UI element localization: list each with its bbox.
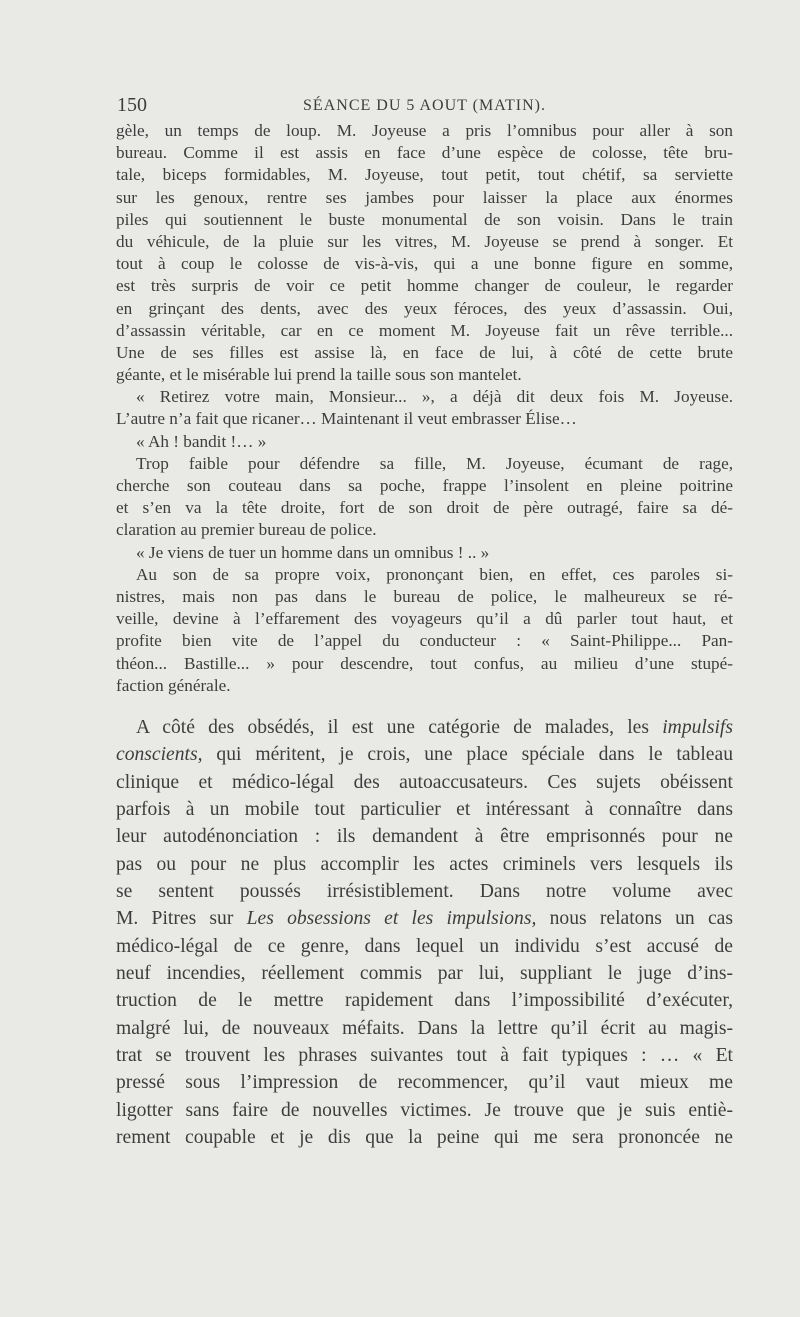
text-line xyxy=(116,231,733,253)
text-line xyxy=(116,851,733,878)
text-segment: profite bien vite de l’appel du conducteur : « Saint-Philippe... Pan- xyxy=(116,631,733,651)
text-line xyxy=(116,796,733,823)
text-line xyxy=(116,564,733,586)
page-number: 150 xyxy=(117,94,147,116)
text-line xyxy=(116,823,733,850)
text-line xyxy=(116,408,733,430)
text-line xyxy=(116,714,733,741)
text-line xyxy=(116,209,733,231)
text-line xyxy=(116,386,733,408)
text-segment: sur les genoux, rentre ses jambes pour laisser la place aux énormes xyxy=(116,187,733,207)
running-title: SÉANCE DU 5 AOUT (MATIN). xyxy=(303,97,546,114)
italic-text-segment: Les obsessions et les impulsions, xyxy=(246,908,537,930)
text-segment: M. Pitres sur xyxy=(116,908,247,930)
text-line xyxy=(116,1124,733,1151)
text-line xyxy=(116,187,733,209)
text-line xyxy=(116,630,733,652)
text-segment: qui méritent, je crois, une place spéciale dans le tableau xyxy=(202,744,733,766)
text-line xyxy=(116,653,733,675)
text-segment: malgré lui, de nouveaux méfaits. Dans la lettre qu’il écrit au magis- xyxy=(116,1017,733,1039)
running-header xyxy=(117,94,732,120)
text-segment: gèle, un temps de loup. M. Joyeuse a pris l’omnibus pour aller à son xyxy=(116,121,733,140)
text-segment: cherche son couteau dans sa poche, frappe l’insolent en pleine poitrine xyxy=(116,476,733,495)
text-line xyxy=(116,475,733,497)
text-line xyxy=(116,342,733,364)
text-line xyxy=(116,519,733,541)
text-segment: Trop faible pour défendre sa fille, M. Joyeuse, écumant de rage, xyxy=(136,453,733,473)
text-line xyxy=(116,120,733,142)
text-segment: parfois à un mobile tout particulier et intéressant à connaître dans xyxy=(116,799,733,821)
text-segment: tale, biceps formidables, M. Joyeuse, tout petit, tout chétif, sa serviette xyxy=(116,165,733,185)
text-line xyxy=(116,320,733,342)
text-line xyxy=(116,741,733,768)
text-line xyxy=(116,364,733,386)
text-line xyxy=(116,1042,733,1069)
text-segment: piles qui soutiennent le buste monumental de son voisin. Dans le train xyxy=(116,209,733,229)
text-line xyxy=(116,253,733,275)
italic-text-segment: conscients, xyxy=(116,744,203,766)
text-segment: A côté des obsédés, il est une catégorie de malades, les xyxy=(136,717,663,738)
quoted-narrative-small-text xyxy=(116,120,733,697)
text-segment: neuf incendies, réellement commis par lui, suppliant le juge d’ins- xyxy=(116,963,733,985)
text-segment: pas ou pour ne plus accomplir les actes criminels vers lesquels ils xyxy=(116,853,733,875)
text-segment: « Retirez votre main, Monsieur... », a déjà dit deux fois M. Joyeuse. xyxy=(136,387,733,407)
text-segment: pressé sous l’impression de recommencer, qu’il vaut mieux me xyxy=(116,1072,733,1094)
body-text xyxy=(116,714,733,1152)
text-line xyxy=(116,675,733,697)
text-line xyxy=(116,275,733,297)
text-segment: nistres, mais non pas dans le bureau de police, le malheureux se ré- xyxy=(116,586,733,606)
text-line xyxy=(116,497,733,519)
text-segment: « Ah ! bandit !… » xyxy=(136,431,267,451)
text-segment: nous relatons un cas xyxy=(536,908,733,930)
text-segment: trat se trouvent les phrases suivantes tout à fait typiques : … « Et xyxy=(116,1045,733,1067)
text-segment: L’autre n’a fait que ricaner… Maintenant il veut embrasser Élise… xyxy=(116,409,577,429)
text-segment: faction générale. xyxy=(116,675,231,695)
text-line xyxy=(116,608,733,630)
text-line xyxy=(116,586,733,608)
text-segment: veille, devine à l’effarement des voyageurs qu’il a dû parler tout haut, et xyxy=(116,609,733,629)
text-segment: leur autodénonciation : ils demandent à être emprisonnés pour ne xyxy=(116,826,733,848)
text-line xyxy=(116,1069,733,1096)
text-line xyxy=(116,164,733,186)
text-segment: théon... Bastille... » pour descendre, tout confus, au milieu d’une stupé- xyxy=(116,653,733,673)
text-segment: d’assassin véritable, car en ce moment M. Joyeuse fait un rêve terrible... xyxy=(116,320,733,340)
text-line xyxy=(116,933,733,960)
text-segment: Une de ses filles est assise là, en face de lui, à côté de cette brute xyxy=(116,342,733,362)
text-line xyxy=(116,987,733,1014)
text-segment: truction de le mettre rapidement dans l’impossibilité d’exécuter, xyxy=(116,990,733,1012)
text-segment: clinique et médico-légal des autoaccusateurs. Ces sujets obéissent xyxy=(116,771,733,793)
text-line xyxy=(116,878,733,905)
text-line xyxy=(116,142,733,164)
text-segment: est très surpris de voir ce petit homme changer de couleur, le regarder xyxy=(116,276,733,296)
text-segment: Au son de sa propre voix, prononçant bien, en effet, ces paroles si- xyxy=(136,564,733,584)
text-line xyxy=(116,542,733,564)
italic-text-segment: impulsifs xyxy=(662,717,733,738)
text-segment: claration au premier bureau de police. xyxy=(116,520,377,540)
text-segment: se sentent poussés irrésistiblement. Dans notre volume avec xyxy=(116,881,733,903)
text-segment: tout à coup le colosse de vis-à-vis, qui a une bonne figure en somme, xyxy=(116,254,733,274)
text-line xyxy=(116,905,733,932)
text-segment: ligotter sans faire de nouvelles victimes. Je trouve que je suis entiè- xyxy=(116,1099,733,1121)
text-line xyxy=(116,453,733,475)
text-segment: rement coupable et je dis que la peine qui me sera prononcée ne xyxy=(116,1127,733,1149)
text-line xyxy=(116,769,733,796)
text-line xyxy=(116,1015,733,1042)
text-line xyxy=(116,298,733,320)
text-segment: bureau. Comme il est assis en face d’une espèce de colosse, tête bru- xyxy=(116,143,733,163)
text-segment: en grinçant des dents, avec des yeux féroces, des yeux d’assassin. Oui, xyxy=(116,298,733,318)
text-line xyxy=(116,960,733,987)
text-segment: et s’en va la tête droite, fort de son droit de père outragé, faire sa dé- xyxy=(116,498,733,518)
text-segment: « Je viens de tuer un homme dans un omnibus ! .. » xyxy=(136,542,490,562)
text-line xyxy=(116,1097,733,1124)
text-segment: du véhicule, de la pluie sur les vitres, M. Joyeuse se prend à songer. Et xyxy=(116,231,733,251)
text-line xyxy=(116,431,733,453)
text-segment: médico-légal de ce genre, dans lequel un individu s’est accusé de xyxy=(116,935,733,957)
text-segment: géante, et le misérable lui prend la taille sous son mantelet. xyxy=(116,365,522,385)
